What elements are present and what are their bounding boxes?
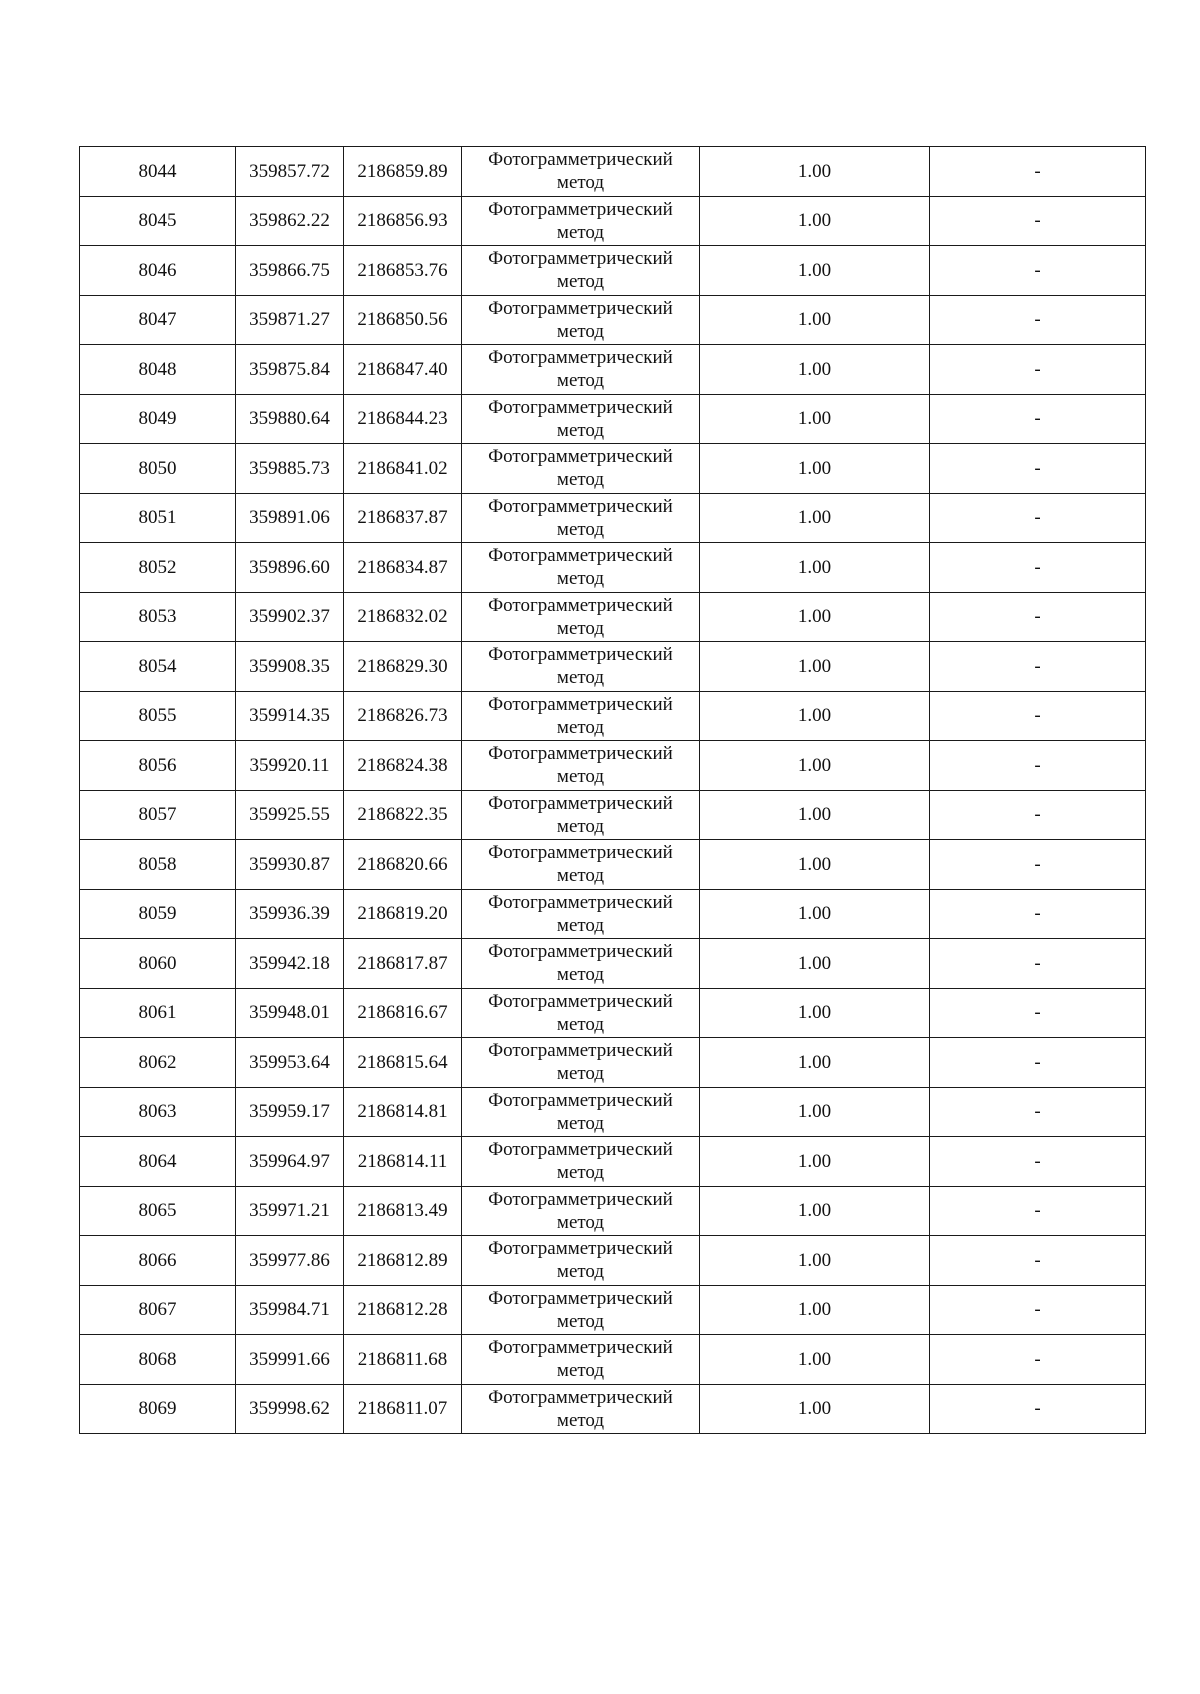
accuracy-cell: 1.00 (700, 1137, 930, 1187)
point-number-cell: 8064 (80, 1137, 236, 1187)
method-line-2: метод (556, 964, 605, 986)
method-cell (462, 1186, 700, 1236)
method-line-2: метод (556, 914, 605, 936)
method-line-2: метод (556, 865, 605, 887)
accuracy-cell: 1.00 (700, 246, 930, 296)
note-cell: - (930, 345, 1146, 395)
x-coordinate-cell: 359925.55 (236, 790, 344, 840)
note-cell: - (930, 691, 1146, 741)
note-cell: - (930, 444, 1146, 494)
y-coordinate-cell: 2186820.66 (344, 840, 462, 890)
x-coordinate-cell: 359984.71 (236, 1285, 344, 1335)
point-number-cell: 8046 (80, 246, 236, 296)
table-row (80, 1285, 1146, 1335)
y-coordinate-cell: 2186829.30 (344, 642, 462, 692)
y-coordinate-cell: 2186841.02 (344, 444, 462, 494)
method-cell (462, 840, 700, 890)
method-line-2: метод (556, 419, 605, 441)
accuracy-cell: 1.00 (700, 889, 930, 939)
note-cell: - (930, 147, 1146, 197)
accuracy-cell: 1.00 (700, 592, 930, 642)
y-coordinate-cell: 2186811.07 (344, 1384, 462, 1434)
table-row (80, 1335, 1146, 1385)
note-cell: - (930, 493, 1146, 543)
table-row (80, 196, 1146, 246)
table-row (80, 543, 1146, 593)
method-line-2: метод (556, 271, 605, 293)
table-row (80, 246, 1146, 296)
method-line-1: Фотограмметрический (488, 891, 673, 913)
table-row (80, 592, 1146, 642)
point-number-cell: 8050 (80, 444, 236, 494)
accuracy-cell: 1.00 (700, 1236, 930, 1286)
table-row (80, 295, 1146, 345)
point-number-cell: 8052 (80, 543, 236, 593)
method-line-2: метод (556, 1310, 605, 1332)
point-number-cell: 8045 (80, 196, 236, 246)
method-cell (462, 1285, 700, 1335)
method-line-2: метод (556, 815, 605, 837)
table-row (80, 345, 1146, 395)
point-number-cell: 8058 (80, 840, 236, 890)
point-number-cell: 8053 (80, 592, 236, 642)
coordinates-table (79, 146, 1146, 1434)
method-line-1: Фотограмметрический (488, 1139, 673, 1161)
y-coordinate-cell: 2186812.28 (344, 1285, 462, 1335)
accuracy-cell: 1.00 (700, 939, 930, 989)
method-line-2: метод (556, 320, 605, 342)
table-row (80, 1384, 1146, 1434)
method-cell (462, 988, 700, 1038)
method-cell (462, 889, 700, 939)
note-cell: - (930, 1236, 1146, 1286)
point-number-cell: 8051 (80, 493, 236, 543)
point-number-cell: 8066 (80, 1236, 236, 1286)
method-line-2: метод (556, 172, 605, 194)
method-cell (462, 345, 700, 395)
accuracy-cell: 1.00 (700, 1384, 930, 1434)
point-number-cell: 8068 (80, 1335, 236, 1385)
y-coordinate-cell: 2186815.64 (344, 1038, 462, 1088)
x-coordinate-cell: 359862.22 (236, 196, 344, 246)
y-coordinate-cell: 2186844.23 (344, 394, 462, 444)
method-line-1: Фотограмметрический (488, 594, 673, 616)
method-line-1: Фотограмметрический (488, 396, 673, 418)
y-coordinate-cell: 2186859.89 (344, 147, 462, 197)
method-cell (462, 939, 700, 989)
table-row (80, 147, 1146, 197)
y-coordinate-cell: 2186832.02 (344, 592, 462, 642)
method-line-1: Фотограмметрический (488, 1238, 673, 1260)
coordinates-table-body (80, 147, 1146, 1434)
note-cell: - (930, 790, 1146, 840)
note-cell: - (930, 1087, 1146, 1137)
x-coordinate-cell: 359964.97 (236, 1137, 344, 1187)
method-line-1: Фотограмметрический (488, 1386, 673, 1408)
note-cell: - (930, 889, 1146, 939)
table-row (80, 1186, 1146, 1236)
accuracy-cell: 1.00 (700, 1087, 930, 1137)
y-coordinate-cell: 2186816.67 (344, 988, 462, 1038)
note-cell: - (930, 295, 1146, 345)
x-coordinate-cell: 359991.66 (236, 1335, 344, 1385)
method-line-2: метод (556, 1261, 605, 1283)
x-coordinate-cell: 359875.84 (236, 345, 344, 395)
table-row (80, 394, 1146, 444)
method-line-2: метод (556, 766, 605, 788)
method-line-1: Фотограмметрический (488, 693, 673, 715)
method-line-2: метод (556, 1112, 605, 1134)
note-cell: - (930, 1335, 1146, 1385)
y-coordinate-cell: 2186856.93 (344, 196, 462, 246)
x-coordinate-cell: 359866.75 (236, 246, 344, 296)
note-cell: - (930, 741, 1146, 791)
method-line-1: Фотограмметрический (488, 1337, 673, 1359)
method-line-1: Фотограмметрический (488, 644, 673, 666)
accuracy-cell: 1.00 (700, 295, 930, 345)
method-line-2: метод (556, 1063, 605, 1085)
accuracy-cell: 1.00 (700, 790, 930, 840)
table-row (80, 691, 1146, 741)
method-cell (462, 1335, 700, 1385)
x-coordinate-cell: 359920.11 (236, 741, 344, 791)
method-cell (462, 1236, 700, 1286)
y-coordinate-cell: 2186847.40 (344, 345, 462, 395)
x-coordinate-cell: 359977.86 (236, 1236, 344, 1286)
method-cell (462, 691, 700, 741)
point-number-cell: 8056 (80, 741, 236, 791)
x-coordinate-cell: 359891.06 (236, 493, 344, 543)
method-cell (462, 147, 700, 197)
note-cell: - (930, 840, 1146, 890)
table-row (80, 840, 1146, 890)
method-cell (462, 295, 700, 345)
x-coordinate-cell: 359896.60 (236, 543, 344, 593)
method-line-1: Фотограмметрический (488, 792, 673, 814)
point-number-cell: 8063 (80, 1087, 236, 1137)
table-row (80, 1137, 1146, 1187)
method-line-2: метод (556, 1162, 605, 1184)
method-cell (462, 246, 700, 296)
method-cell (462, 790, 700, 840)
table-row (80, 1038, 1146, 1088)
method-cell (462, 196, 700, 246)
point-number-cell: 8055 (80, 691, 236, 741)
method-line-2: метод (556, 716, 605, 738)
y-coordinate-cell: 2186814.11 (344, 1137, 462, 1187)
method-line-2: метод (556, 469, 605, 491)
accuracy-cell: 1.00 (700, 147, 930, 197)
accuracy-cell: 1.00 (700, 196, 930, 246)
method-line-1: Фотограмметрический (488, 1089, 673, 1111)
method-line-1: Фотограмметрический (488, 842, 673, 864)
method-cell (462, 642, 700, 692)
method-cell (462, 543, 700, 593)
accuracy-cell: 1.00 (700, 1285, 930, 1335)
accuracy-cell: 1.00 (700, 642, 930, 692)
method-cell (462, 1137, 700, 1187)
y-coordinate-cell: 2186824.38 (344, 741, 462, 791)
point-number-cell: 8044 (80, 147, 236, 197)
x-coordinate-cell: 359998.62 (236, 1384, 344, 1434)
note-cell: - (930, 1186, 1146, 1236)
x-coordinate-cell: 359936.39 (236, 889, 344, 939)
table-row (80, 889, 1146, 939)
note-cell: - (930, 1384, 1146, 1434)
accuracy-cell: 1.00 (700, 1335, 930, 1385)
note-cell: - (930, 1285, 1146, 1335)
note-cell: - (930, 1038, 1146, 1088)
note-cell: - (930, 988, 1146, 1038)
x-coordinate-cell: 359885.73 (236, 444, 344, 494)
accuracy-cell: 1.00 (700, 691, 930, 741)
note-cell: - (930, 543, 1146, 593)
point-number-cell: 8047 (80, 295, 236, 345)
table-row (80, 642, 1146, 692)
method-cell (462, 493, 700, 543)
accuracy-cell: 1.00 (700, 493, 930, 543)
note-cell: - (930, 939, 1146, 989)
accuracy-cell: 1.00 (700, 840, 930, 890)
point-number-cell: 8054 (80, 642, 236, 692)
note-cell: - (930, 642, 1146, 692)
method-line-1: Фотограмметрический (488, 1188, 673, 1210)
table-row (80, 988, 1146, 1038)
y-coordinate-cell: 2186853.76 (344, 246, 462, 296)
method-line-2: метод (556, 568, 605, 590)
method-line-2: метод (556, 221, 605, 243)
method-line-2: метод (556, 1211, 605, 1233)
method-line-2: метод (556, 617, 605, 639)
x-coordinate-cell: 359914.35 (236, 691, 344, 741)
method-line-1: Фотограмметрический (488, 1040, 673, 1062)
x-coordinate-cell: 359942.18 (236, 939, 344, 989)
accuracy-cell: 1.00 (700, 345, 930, 395)
method-line-2: метод (556, 1409, 605, 1431)
note-cell: - (930, 592, 1146, 642)
y-coordinate-cell: 2186819.20 (344, 889, 462, 939)
x-coordinate-cell: 359902.37 (236, 592, 344, 642)
point-number-cell: 8062 (80, 1038, 236, 1088)
method-cell (462, 592, 700, 642)
x-coordinate-cell: 359908.35 (236, 642, 344, 692)
table-row (80, 741, 1146, 791)
point-number-cell: 8048 (80, 345, 236, 395)
method-line-1: Фотограмметрический (488, 297, 673, 319)
point-number-cell: 8069 (80, 1384, 236, 1434)
x-coordinate-cell: 359971.21 (236, 1186, 344, 1236)
method-line-2: метод (556, 518, 605, 540)
method-line-2: метод (556, 667, 605, 689)
method-cell (462, 1038, 700, 1088)
x-coordinate-cell: 359930.87 (236, 840, 344, 890)
method-line-1: Фотограмметрический (488, 545, 673, 567)
accuracy-cell: 1.00 (700, 1186, 930, 1236)
accuracy-cell: 1.00 (700, 394, 930, 444)
accuracy-cell: 1.00 (700, 543, 930, 593)
method-line-2: метод (556, 1013, 605, 1035)
method-line-1: Фотограмметрический (488, 198, 673, 220)
method-line-1: Фотограмметрический (488, 941, 673, 963)
point-number-cell: 8061 (80, 988, 236, 1038)
y-coordinate-cell: 2186812.89 (344, 1236, 462, 1286)
table-row (80, 790, 1146, 840)
x-coordinate-cell: 359953.64 (236, 1038, 344, 1088)
method-line-1: Фотограмметрический (488, 347, 673, 369)
accuracy-cell: 1.00 (700, 988, 930, 1038)
note-cell: - (930, 246, 1146, 296)
accuracy-cell: 1.00 (700, 1038, 930, 1088)
method-cell (462, 1087, 700, 1137)
point-number-cell: 8060 (80, 939, 236, 989)
y-coordinate-cell: 2186822.35 (344, 790, 462, 840)
y-coordinate-cell: 2186850.56 (344, 295, 462, 345)
table-row (80, 493, 1146, 543)
y-coordinate-cell: 2186834.87 (344, 543, 462, 593)
method-line-1: Фотограмметрический (488, 1287, 673, 1309)
note-cell: - (930, 394, 1146, 444)
table-row (80, 939, 1146, 989)
table-row (80, 1236, 1146, 1286)
y-coordinate-cell: 2186811.68 (344, 1335, 462, 1385)
x-coordinate-cell: 359959.17 (236, 1087, 344, 1137)
method-cell (462, 1384, 700, 1434)
point-number-cell: 8065 (80, 1186, 236, 1236)
method-line-1: Фотограмметрический (488, 495, 673, 517)
method-line-1: Фотограмметрический (488, 990, 673, 1012)
method-line-1: Фотограмметрический (488, 743, 673, 765)
method-line-2: метод (556, 370, 605, 392)
accuracy-cell: 1.00 (700, 444, 930, 494)
x-coordinate-cell: 359871.27 (236, 295, 344, 345)
y-coordinate-cell: 2186837.87 (344, 493, 462, 543)
point-number-cell: 8059 (80, 889, 236, 939)
table-row (80, 444, 1146, 494)
method-line-1: Фотограмметрический (488, 248, 673, 270)
y-coordinate-cell: 2186817.87 (344, 939, 462, 989)
method-line-1: Фотограмметрический (488, 149, 673, 171)
x-coordinate-cell: 359857.72 (236, 147, 344, 197)
y-coordinate-cell: 2186813.49 (344, 1186, 462, 1236)
y-coordinate-cell: 2186814.81 (344, 1087, 462, 1137)
y-coordinate-cell: 2186826.73 (344, 691, 462, 741)
method-cell (462, 394, 700, 444)
method-line-1: Фотограмметрический (488, 446, 673, 468)
accuracy-cell: 1.00 (700, 741, 930, 791)
table-row (80, 1087, 1146, 1137)
method-cell (462, 444, 700, 494)
method-line-2: метод (556, 1360, 605, 1382)
method-cell (462, 741, 700, 791)
point-number-cell: 8049 (80, 394, 236, 444)
x-coordinate-cell: 359948.01 (236, 988, 344, 1038)
note-cell: - (930, 196, 1146, 246)
note-cell: - (930, 1137, 1146, 1187)
x-coordinate-cell: 359880.64 (236, 394, 344, 444)
point-number-cell: 8057 (80, 790, 236, 840)
point-number-cell: 8067 (80, 1285, 236, 1335)
